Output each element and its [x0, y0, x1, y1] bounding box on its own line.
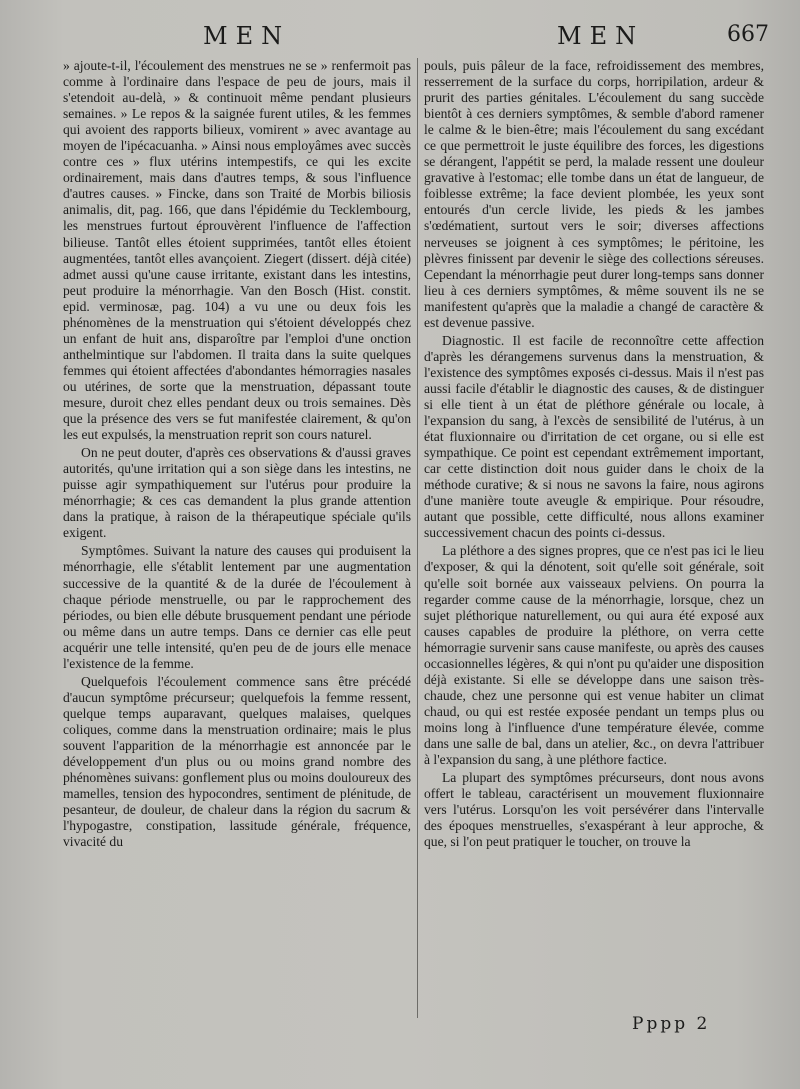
paragraph: Symptômes. Suivant la nature des causes qui produisent la ménorrhagie, elle s'établit lentement par une augmentation successive de la quantité & de la durée de l'écoulement à chaque période menstruelle, ou par le rapprochement des périodes, ou bien elle débute brusquement pendant une période ou même dans un autre temps. Dans ce dernier cas elle peut acquérir une telle intensité, qu'en peu de de jours elle menace l'existence de la femme. [63, 543, 411, 671]
column-divider [417, 58, 418, 1018]
paragraph: La plupart des symptômes précurseurs, dont nous avons offert le tableau, caractérisent un mouvement fluxionnaire vers l'utérus. Lorsqu'on les voit persévérer dans l'intervalle des époques menstruelles, s'exaspérant à leur approche, & que, si l'on peut pratiquer le toucher, on trouve la [424, 770, 764, 850]
page-number: 667 [727, 22, 769, 47]
paragraph: La pléthore a des signes propres, que ce n'est pas ici le lieu d'exposer, & qui la dénotent, soit qu'elle soit générale, soit qu'elle soit bornée aux vaisseaux pelviens. On pourra la regarder comme cause de la ménorrhagie, lorsque, chez un sujet pléthorique naturellement, ou qui aura été exposé aux causes capables de produire la pléthore, on verra cette hémorragie survenir sans cause manifeste, ou après des causes occasionnelles légères, & qui n'ont pu qu'aider une disposition déjà existante. Si elle se développe dans une saison très-chaude, chez une personne qui est venue habiter un climat chaud, ou qui est restée exposée pendant un temps plus ou moins long à l'influence d'une température élevée, comme dans une salle de bal, dans un atelier, &c., on devra l'attribuer à l'expansion du sang, à une pléthore factice. [424, 543, 764, 768]
paragraph: Quelquefois l'écoulement commence sans être précédé d'aucun symptôme précurseur; quelquefois la femme ressent, quelque temps auparavant, quelques malaises, quelques coliques, comme dans la menstruation ordinaire; mais le plus souvent l'apparition de la ménorrhagie est annoncée par le développement d'un plus ou ou moins grand nombre des phénomènes suivans: gonflement plus ou moins douloureux des mamelles, tension des hypocondres, sentiment de plénitude, de pesanteur, de douleur, de chaleur dans la région du sacrum & l'hypogastre, constipation, lassitude générale, fréquence, vivacité du [63, 673, 411, 850]
running-header [0, 16, 800, 50]
header-left-title: MEN [203, 22, 291, 50]
header-right-title: MEN [557, 22, 645, 50]
paragraph: On ne peut douter, d'après ces observations & d'aussi graves autorités, qu'une irritation qui a son siège dans les intestins, ne puisse agir sympathiquement sur l'utérus pour produire la ménorrhagie; & ces cas demandent la plus grande attention dans la pratique, à raison de la thérapeutique spéciale qu'ils exigent. [63, 445, 411, 541]
paragraph: pouls, puis pâleur de la face, refroidissement des membres, resserrement de la surface du corps, horripilation, ardeur & prurit des parties génitales. L'écoulement du sang succède bientôt à ces derniers symptômes, & semble d'abord ramener le calme & le bien-être; mais l'écoulement du sang excédant ce que permettroit le juste équilibre des forces, les digestions se dérangent, l'appétit se perd, la malade ressent une douleur gravative à l'estomac; elle tombe dans un état de langueur, de foiblesse extrême; la face devient plombée, les yeux sont entourés d'un cercle livide, les pieds & les jambes s'œdématient, surtout vers le soir; diverses affections nerveuses se joignent à ces symptômes; le péritoine, les plèvres finissent par devenir le siège des collections séreuses. Cependant la ménorrhagie peut durer long-temps sans donner lieu à ces derniers symptômes, & même souvent ils ne se manifestent qu'après que la maladie a changé de caractère & est devenue passive. [424, 58, 764, 330]
signature-mark: Pppp 2 [632, 1014, 711, 1034]
paragraph: Diagnostic. Il est facile de reconnoître cette affection d'après les dérangemens survenus dans la menstruation, & l'existence des symptômes exposés ci-dessus. Mais il n'est pas aussi facile d'établir le diagnostic des causes, & de distinguer si elle tient à un état de pléthore générale ou locale, à l'expansion du sang, à l'excès de sensibilité de l'utérus, à un état fluxionnaire ou d'irritation de cet organe, ou si elle est sympathique. Ce point est cependant extrêmement important, car cette distinction doit nous guider dans le choix de la méthode curative; & si nous ne savons la faire, nous agirons d'une manière toute aveugle & empirique. Pour résoudre, autant que possible, cette difficulté, nous allons examiner successivement chacun des points ci-dessus. [424, 332, 764, 541]
left-column [63, 58, 411, 850]
right-column [424, 58, 764, 850]
paragraph: » ajoute-t-il, l'écoulement des menstrues ne se » renfermoit pas comme à l'ordinaire dans l'espace de peu de jours, mais il s'etendoit au-delà, » & continuoit même pendant plusieurs semaines. » Le repos & la saignée furent utiles, & les femmes qui avoient des rapports bilieux, vomirent » avec avantage au moyen de l'ipécacuanha. » Ainsi nous employâmes avec succès contre ces » flux utérins intempestifs, ce qui les excite ordinairement, mais dans d'autres temps, & sous l'influence d'autres causes. » Fincke, dans son Traité de Morbis biliosis animalis, dit, pag. 166, que dans l'épidémie du Tecklembourg, les menstrues furtout éprouvèrent l'influence de l'affection bilieuse. Tantôt elles étoient supprimées, tantôt elles étoient augmentées, tantôt elles avançoient. Ziegert (dissert. déjà citée) admet aussi qu'une cause irritante, existant dans les intestins, peut produire la ménorrhagie. Van den Bosch (Hist. constit. epid. verminosæ, pag. 104) a vu une ou deux fois les phénomènes de la menstruation qui s'étoient développés chez un enfant de huit ans, disparoître par l'emploi d'une onction anthelmintique sur l'abdomen. Il traita dans la suite quelques femmes qui étoient affectées d'abondantes hémorragies nasales ou utérines, de sorte que la menstruation, dépassant toute mesure, duroit chez elles pendant deux ou trois semaines. Dès que la présence des vers se fut manifestée clairement, & qu'on les eut expulsés, la menstruation reprit son cours naturel. [63, 58, 411, 443]
